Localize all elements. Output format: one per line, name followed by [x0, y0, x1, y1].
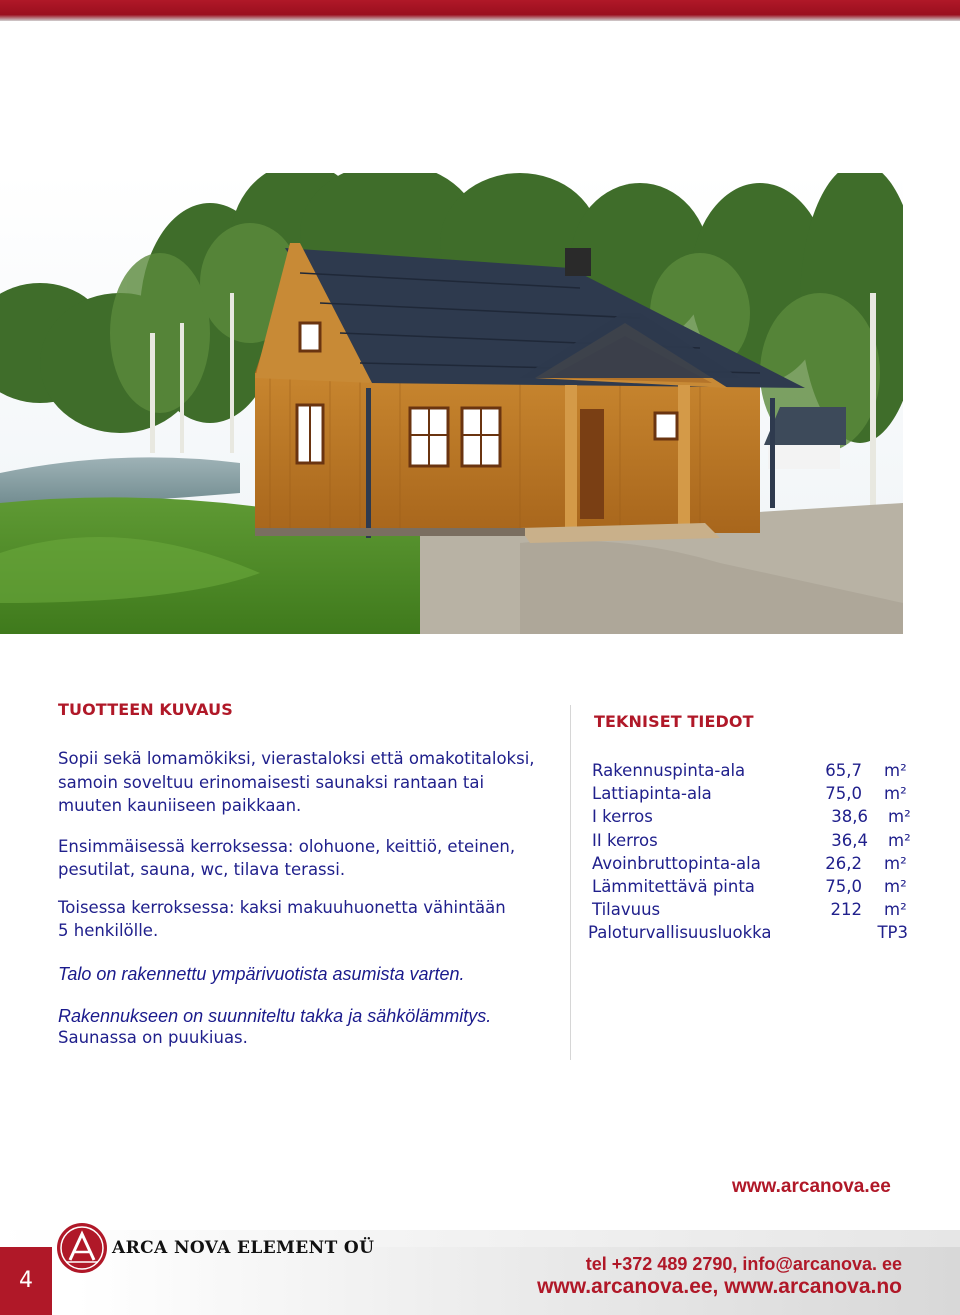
spec-value: 75,0: [825, 784, 862, 804]
spec-row: [590, 852, 920, 875]
spec-label: I kerros: [592, 807, 653, 827]
spec-row: [590, 805, 920, 828]
spec-label: Paloturvallisuusluokka: [588, 923, 772, 943]
spec-value: 36,4: [831, 830, 868, 850]
website-link[interactable]: www.arcanova.ee: [732, 1176, 891, 1197]
column-divider: [570, 705, 571, 1060]
spec-row: [590, 898, 920, 921]
contact-phone-email: tel +372 489 2790, info@arcanova. ee: [585, 1254, 902, 1274]
spec-label: Avoinbruttopinta-ala: [592, 853, 761, 873]
house-photo: [0, 173, 903, 634]
spec-unit: m²: [888, 830, 911, 850]
contact-websites[interactable]: www.arcanova.ee, www.arcanova.no: [537, 1275, 902, 1298]
spec-value: TP3: [877, 923, 908, 943]
spec-value: 75,0: [825, 876, 862, 896]
description-para-4: Talo on rakennettu ympärivuotista asumista varten.: [58, 963, 465, 984]
spec-unit: m²: [884, 876, 907, 896]
description-para-5: Rakennukseen on suunniteltu takka ja sähkölämmitys.: [58, 1005, 492, 1026]
spec-value: 65,7: [825, 761, 862, 780]
spec-value: 212: [830, 900, 862, 920]
product-description: [58, 700, 568, 1049]
spec-label: Rakennuspinta-ala: [592, 761, 746, 780]
spec-unit: m²: [888, 807, 911, 827]
spec-row: [590, 875, 920, 898]
specs-title: TEKNISET TIEDOT: [594, 712, 754, 731]
description-para-2: Ensimmäisessä kerroksessa: olohuone, keittiö, eteinen, pesutilat, sauna, wc, tilava terassi.: [58, 836, 516, 879]
description-para-1: Sopii sekä lomamökiksi, vierastaloksi että omakotitaloksi, samoin soveltuu erinomaisesti saunaksi rantaan tai muuten kauniiseen paikkaan.: [58, 749, 535, 815]
description-para-6: Saunassa on puukiuas.: [58, 1027, 248, 1047]
spec-unit: m²: [884, 853, 907, 873]
spec-value: 26,2: [825, 853, 862, 873]
spec-label: Tilavuus: [592, 900, 661, 920]
spec-unit: m²: [884, 900, 907, 920]
arca-nova-logo-icon: [56, 1222, 108, 1274]
spec-label: Lattiapinta-ala: [592, 784, 712, 804]
spec-value: 38,6: [831, 807, 868, 827]
spec-label: II kerros: [592, 830, 658, 850]
description-para-3: Toisessa kerroksessa: kaksi makuuhuonetta vähintään 5 henkilölle.: [58, 897, 506, 940]
description-title: TUOTTEEN KUVAUS: [58, 700, 233, 719]
spec-row: [590, 759, 920, 782]
technical-specs: [590, 712, 920, 945]
spec-label: Lämmitettävä pinta: [592, 876, 755, 896]
spec-unit: m²: [884, 784, 907, 804]
company-name: ARCA NOVA ELEMENT OÜ: [112, 1238, 375, 1258]
spec-row: [590, 829, 920, 852]
page-number: 4: [0, 1247, 52, 1315]
top-red-bar: [0, 0, 960, 21]
spec-row: [590, 782, 920, 805]
spec-row: [590, 921, 920, 944]
spec-unit: m²: [884, 761, 907, 780]
